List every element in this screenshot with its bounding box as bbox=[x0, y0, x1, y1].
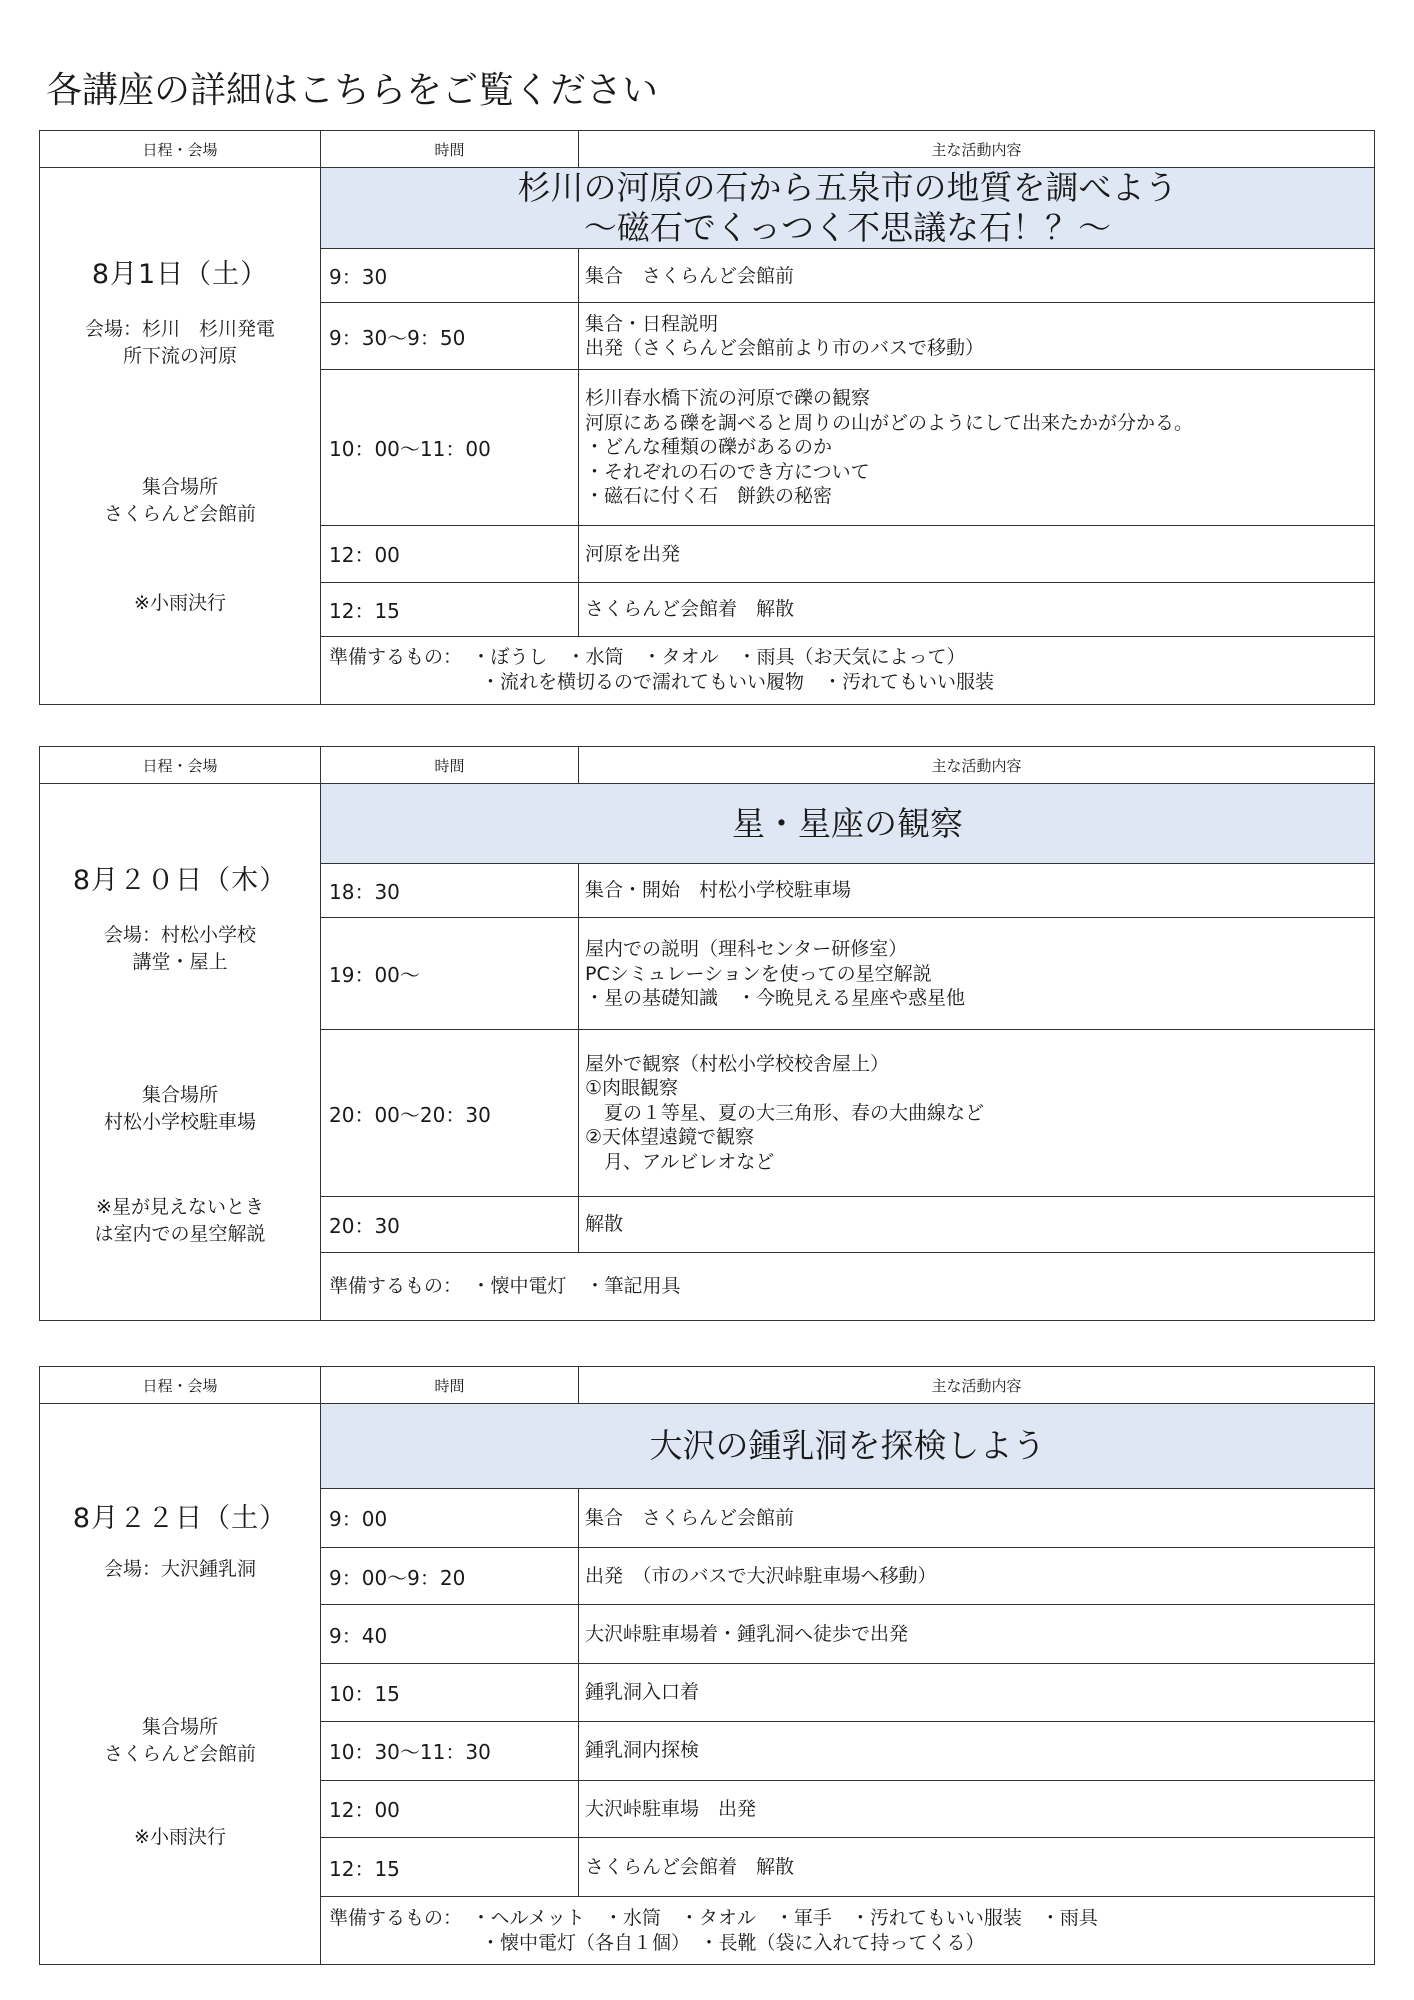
session-table-2 bbox=[39, 746, 1375, 1321]
time-cell: 9：00 bbox=[321, 1488, 579, 1547]
meeting-place-label: 集合場所 bbox=[141, 476, 218, 498]
meeting-place: 村松小学校駐車場 bbox=[103, 1111, 256, 1133]
time-cell: 19：00～ bbox=[321, 918, 579, 1030]
time-cell: 9：30～9：50 bbox=[321, 303, 579, 369]
session-table-3 bbox=[39, 1366, 1375, 1965]
venue-line: 会場：村松小学校 bbox=[103, 924, 256, 946]
session-title-line: 星・星座の観察 bbox=[732, 803, 963, 843]
schedule-cell bbox=[40, 168, 321, 705]
weather-note: ※小雨決行 bbox=[134, 592, 226, 614]
time-cell: 12：15 bbox=[321, 1837, 579, 1896]
activity-cell: さくらんど会館着 解散 bbox=[579, 1837, 1375, 1896]
session-title-line: 杉川の河原の石から五泉市の地質を調べよう bbox=[517, 168, 1178, 208]
session-subtitle-line: ～磁石でくっつく不思議な石！？～ bbox=[583, 208, 1112, 248]
header-row bbox=[40, 1367, 1375, 1404]
activity-cell: 河原を出発 bbox=[579, 526, 1375, 582]
meeting-place: さくらんど会館前 bbox=[103, 503, 256, 525]
activity-cell: 集合 さくらんど会館前 bbox=[579, 249, 1375, 303]
items-to-bring: 準備するもの： ・ぼうし ・水筒 ・タオル ・雨具（お天気によって） ・流れを横切るので濡れてもいい履物 ・汚れてもいい服装 bbox=[321, 636, 1375, 704]
meeting-place: さくらんど会館前 bbox=[103, 1743, 256, 1765]
session-title bbox=[321, 168, 1375, 249]
header-schedule: 日程・会場 bbox=[40, 747, 321, 784]
header-activity: 主な活動内容 bbox=[579, 747, 1375, 784]
weather-note: は室内での星空解説 bbox=[94, 1223, 266, 1245]
session-date: 8月1日（土） bbox=[91, 259, 269, 290]
activity-cell: 屋外で観察（村松小学校校舎屋上） ①肉眼観察 夏の１等星、夏の大三角形、春の大曲線など ②天体望遠鏡で観察 月、アルビレオなど bbox=[579, 1030, 1375, 1196]
venue-line: 会場：杉川 杉川発電 bbox=[84, 318, 275, 340]
time-cell: 9：30 bbox=[321, 249, 579, 303]
time-cell: 9：00～9：20 bbox=[321, 1547, 579, 1604]
header-time: 時間 bbox=[321, 747, 579, 784]
header-time: 時間 bbox=[321, 1367, 579, 1404]
activity-cell: 鍾乳洞入口着 bbox=[579, 1664, 1375, 1721]
time-cell: 10：00～11：00 bbox=[321, 369, 579, 526]
header-row bbox=[40, 131, 1375, 168]
items-to-bring: 準備するもの： ・懐中電灯 ・筆記用具 bbox=[321, 1252, 1375, 1320]
activity-cell: 大沢峠駐車場 出発 bbox=[579, 1780, 1375, 1837]
activity-cell: 解散 bbox=[579, 1196, 1375, 1252]
activity-cell: 出発 （市のバスで大沢峠駐車場へ移動） bbox=[579, 1547, 1375, 1604]
activity-cell: 集合・開始 村松小学校駐車場 bbox=[579, 864, 1375, 918]
session-date: 8月２０日（木） bbox=[72, 865, 288, 896]
header-activity: 主な活動内容 bbox=[579, 1367, 1375, 1404]
time-cell: 12：15 bbox=[321, 582, 579, 636]
activity-cell: 集合・日程説明 出発（さくらんど会館前より市のバスで移動） bbox=[579, 303, 1375, 369]
venue-line: 所下流の河原 bbox=[122, 345, 237, 367]
activity-cell: 集合 さくらんど会館前 bbox=[579, 1488, 1375, 1547]
time-cell: 10：30～11：30 bbox=[321, 1721, 579, 1780]
meeting-place-label: 集合場所 bbox=[141, 1084, 218, 1106]
time-cell: 20：00～20：30 bbox=[321, 1030, 579, 1196]
activity-cell: 杉川春水橋下流の河原で礫の観察 河原にある礫を調べると周りの山がどのようにして出来たかが分かる。 ・どんな種類の礫があるのか ・それぞれの石のでき方について ・磁石に付く石 餅鉄の秘密 bbox=[579, 369, 1375, 526]
items-to-bring: 準備するもの： ・ヘルメット ・水筒 ・タオル ・軍手 ・汚れてもいい服装 ・雨具 ・懐中電灯（各自１個） ・長靴（袋に入れて持ってくる） bbox=[321, 1897, 1375, 1965]
session-title-line: 大沢の鍾乳洞を探検しよう bbox=[649, 1425, 1046, 1465]
header-time: 時間 bbox=[321, 131, 579, 168]
activity-cell: 大沢峠駐車場着・鍾乳洞へ徒歩で出発 bbox=[579, 1605, 1375, 1664]
weather-note: ※小雨決行 bbox=[134, 1826, 226, 1848]
meeting-place-label: 集合場所 bbox=[141, 1716, 218, 1738]
session-table-1 bbox=[39, 130, 1375, 705]
time-cell: 12：00 bbox=[321, 1780, 579, 1837]
header-activity: 主な活動内容 bbox=[579, 131, 1375, 168]
time-cell: 9：40 bbox=[321, 1605, 579, 1664]
activity-cell: さくらんど会館着 解散 bbox=[579, 582, 1375, 636]
time-cell: 10：15 bbox=[321, 1664, 579, 1721]
time-cell: 12：00 bbox=[321, 526, 579, 582]
time-cell: 18：30 bbox=[321, 864, 579, 918]
venue-line: 会場：大沢鍾乳洞 bbox=[103, 1558, 256, 1580]
header-schedule: 日程・会場 bbox=[40, 1367, 321, 1404]
schedule-cell bbox=[40, 784, 321, 1321]
time-cell: 20：30 bbox=[321, 1196, 579, 1252]
weather-note: ※星が見えないとき bbox=[96, 1196, 264, 1218]
session-date: 8月２２日（土） bbox=[72, 1503, 288, 1534]
session-title bbox=[321, 784, 1375, 864]
header-schedule: 日程・会場 bbox=[40, 131, 321, 168]
activity-cell: 鍾乳洞内探検 bbox=[579, 1721, 1375, 1780]
activity-cell: 屋内での説明（理科センター研修室） PCシミュレーションを使っての星空解説 ・星の基礎知識 ・今晩見える星座や惑星他 bbox=[579, 918, 1375, 1030]
session-title bbox=[321, 1404, 1375, 1489]
venue-line: 講堂・屋上 bbox=[132, 951, 228, 973]
header-row bbox=[40, 747, 1375, 784]
schedule-cell bbox=[40, 1404, 321, 1965]
page-title: 各講座の詳細はこちらをご覧ください bbox=[46, 70, 659, 111]
